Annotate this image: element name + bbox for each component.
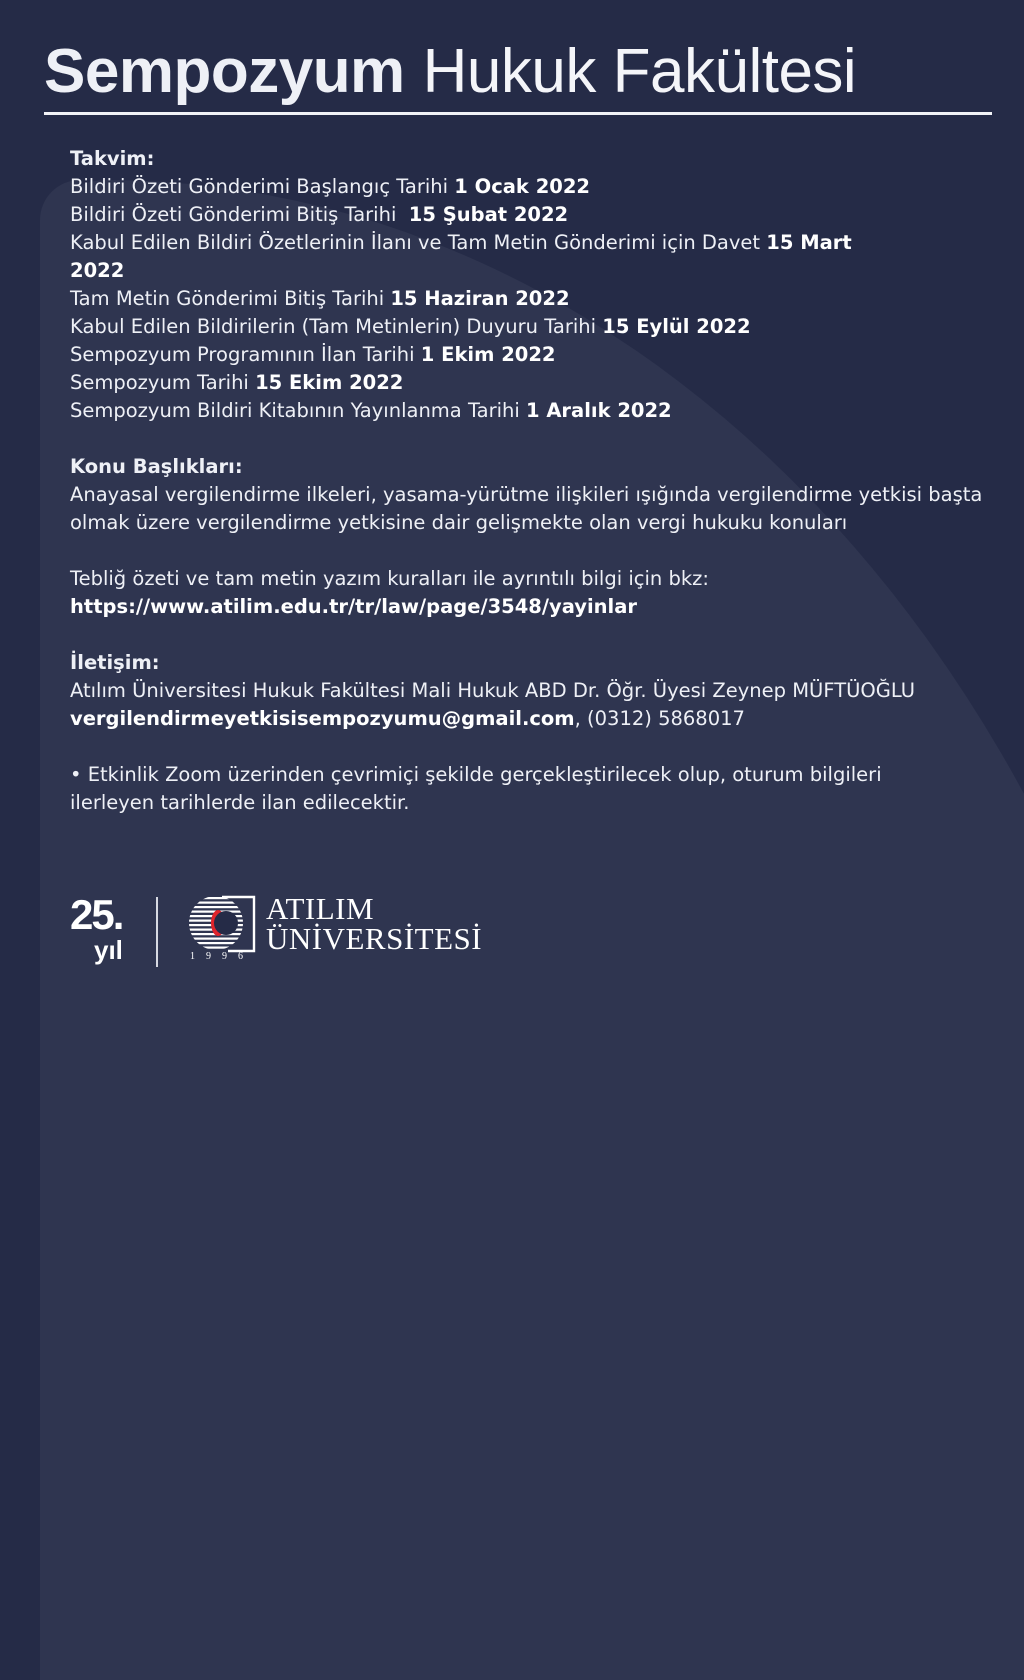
calendar-item [70,397,990,425]
calendar-item-date: 1 Ekim 2022 [420,343,556,366]
calendar-item-date: 1 Aralık 2022 [525,399,672,422]
calendar-item-date: 15 Ekim 2022 [255,371,404,394]
calendar-label: Takvim: [70,147,155,170]
calendar-item-text: Sempozyum Bildiri Kitabının Yayınlanma Tarihi [70,399,526,422]
calendar-item-text: Bildiri Özeti Gönderimi Bitiş Tarihi [70,203,409,226]
contact-person: Atılım Üniversitesi Hukuk Fakültesi Mali Hukuk ABD Dr. Öğr. Üyesi Zeynep MÜFTÜOĞLU [70,679,916,702]
anniversary-number: 25. [70,891,123,938]
contact-email[interactable]: vergilendirmeyetkisisempozyumu@gmail.com [70,707,575,730]
content [70,145,990,817]
calendar-item [70,285,990,313]
topics-label: Konu Başlıkları: [70,455,243,478]
calendar-item-text: Kabul Edilen Bildirilerin (Tam Metinlerin) Duyuru Tarihi [70,315,603,338]
calendar-item-date: 15 Şubat 2022 [408,203,569,226]
calendar-item-text: Sempozyum Tarihi [70,371,256,394]
topics-text: Anayasal vergilendirme ilkeleri, yasama-yürütme ilişkileri ışığında vergilendirme yetkisi başta olmak üzere vergilendirme yetkisine dair gelişmekte olan vergi hukuku konuları [70,483,983,534]
calendar-item-date: 2022 [70,259,125,282]
anniversary-label: yıl [94,935,123,965]
atilim-logo-icon [188,893,258,957]
title-light: Hukuk Fakültesi [422,37,857,106]
contact-label: İletişim: [70,651,160,674]
university-name-line1: ATILIM [266,891,375,926]
calendar-item [70,341,990,369]
contact-phone: , (0312) 5868017 [574,707,745,730]
note-text: • Etkinlik Zoom üzerinden çevrimiçi şekilde gerçekleştirilecek olup, oturum bilgileri ilerleyen tarihlerde ilan edilecektir. [70,763,882,814]
calendar-item-text: Kabul Edilen Bildiri Özetlerinin İlanı ve Tam Metin Gönderimi için Davet [70,231,767,254]
calendar-item-text: Sempozyum Programının İlan Tarihi [70,343,421,366]
calendar-item-date: 15 Mart [766,231,852,254]
calendar-item-text: Bildiri Özeti Gönderimi Başlangıç Tarihi [70,175,455,198]
founded-year: 1996 [190,951,254,962]
contact-line [70,705,990,733]
calendar-item-date: 1 Ocak 2022 [454,175,590,198]
info-text: Tebliğ özeti ve tam metin yazım kuralları ile ayrıntılı bilgi için bkz: [70,567,709,590]
calendar-item [70,201,990,229]
calendar-item [70,173,990,201]
calendar-item-date: 15 Haziran 2022 [390,287,570,310]
info-link[interactable]: https://www.atilim.edu.tr/tr/law/page/3548/yayinlar [70,595,637,618]
calendar-item [70,313,990,341]
calendar-item-date: 15 Eylül 2022 [602,315,751,338]
header [44,36,994,108]
calendar-item-text: Tam Metin Gönderimi Bitiş Tarihi [70,287,391,310]
title-underline [44,112,992,115]
page-title [44,36,994,108]
university-name-line2: ÜNİVERSİTESİ [266,921,483,956]
calendar-item-cont [70,257,990,285]
footer-divider [156,897,158,967]
title-bold: Sempozyum [44,37,405,106]
calendar-item [70,229,990,257]
calendar-item [70,369,990,397]
